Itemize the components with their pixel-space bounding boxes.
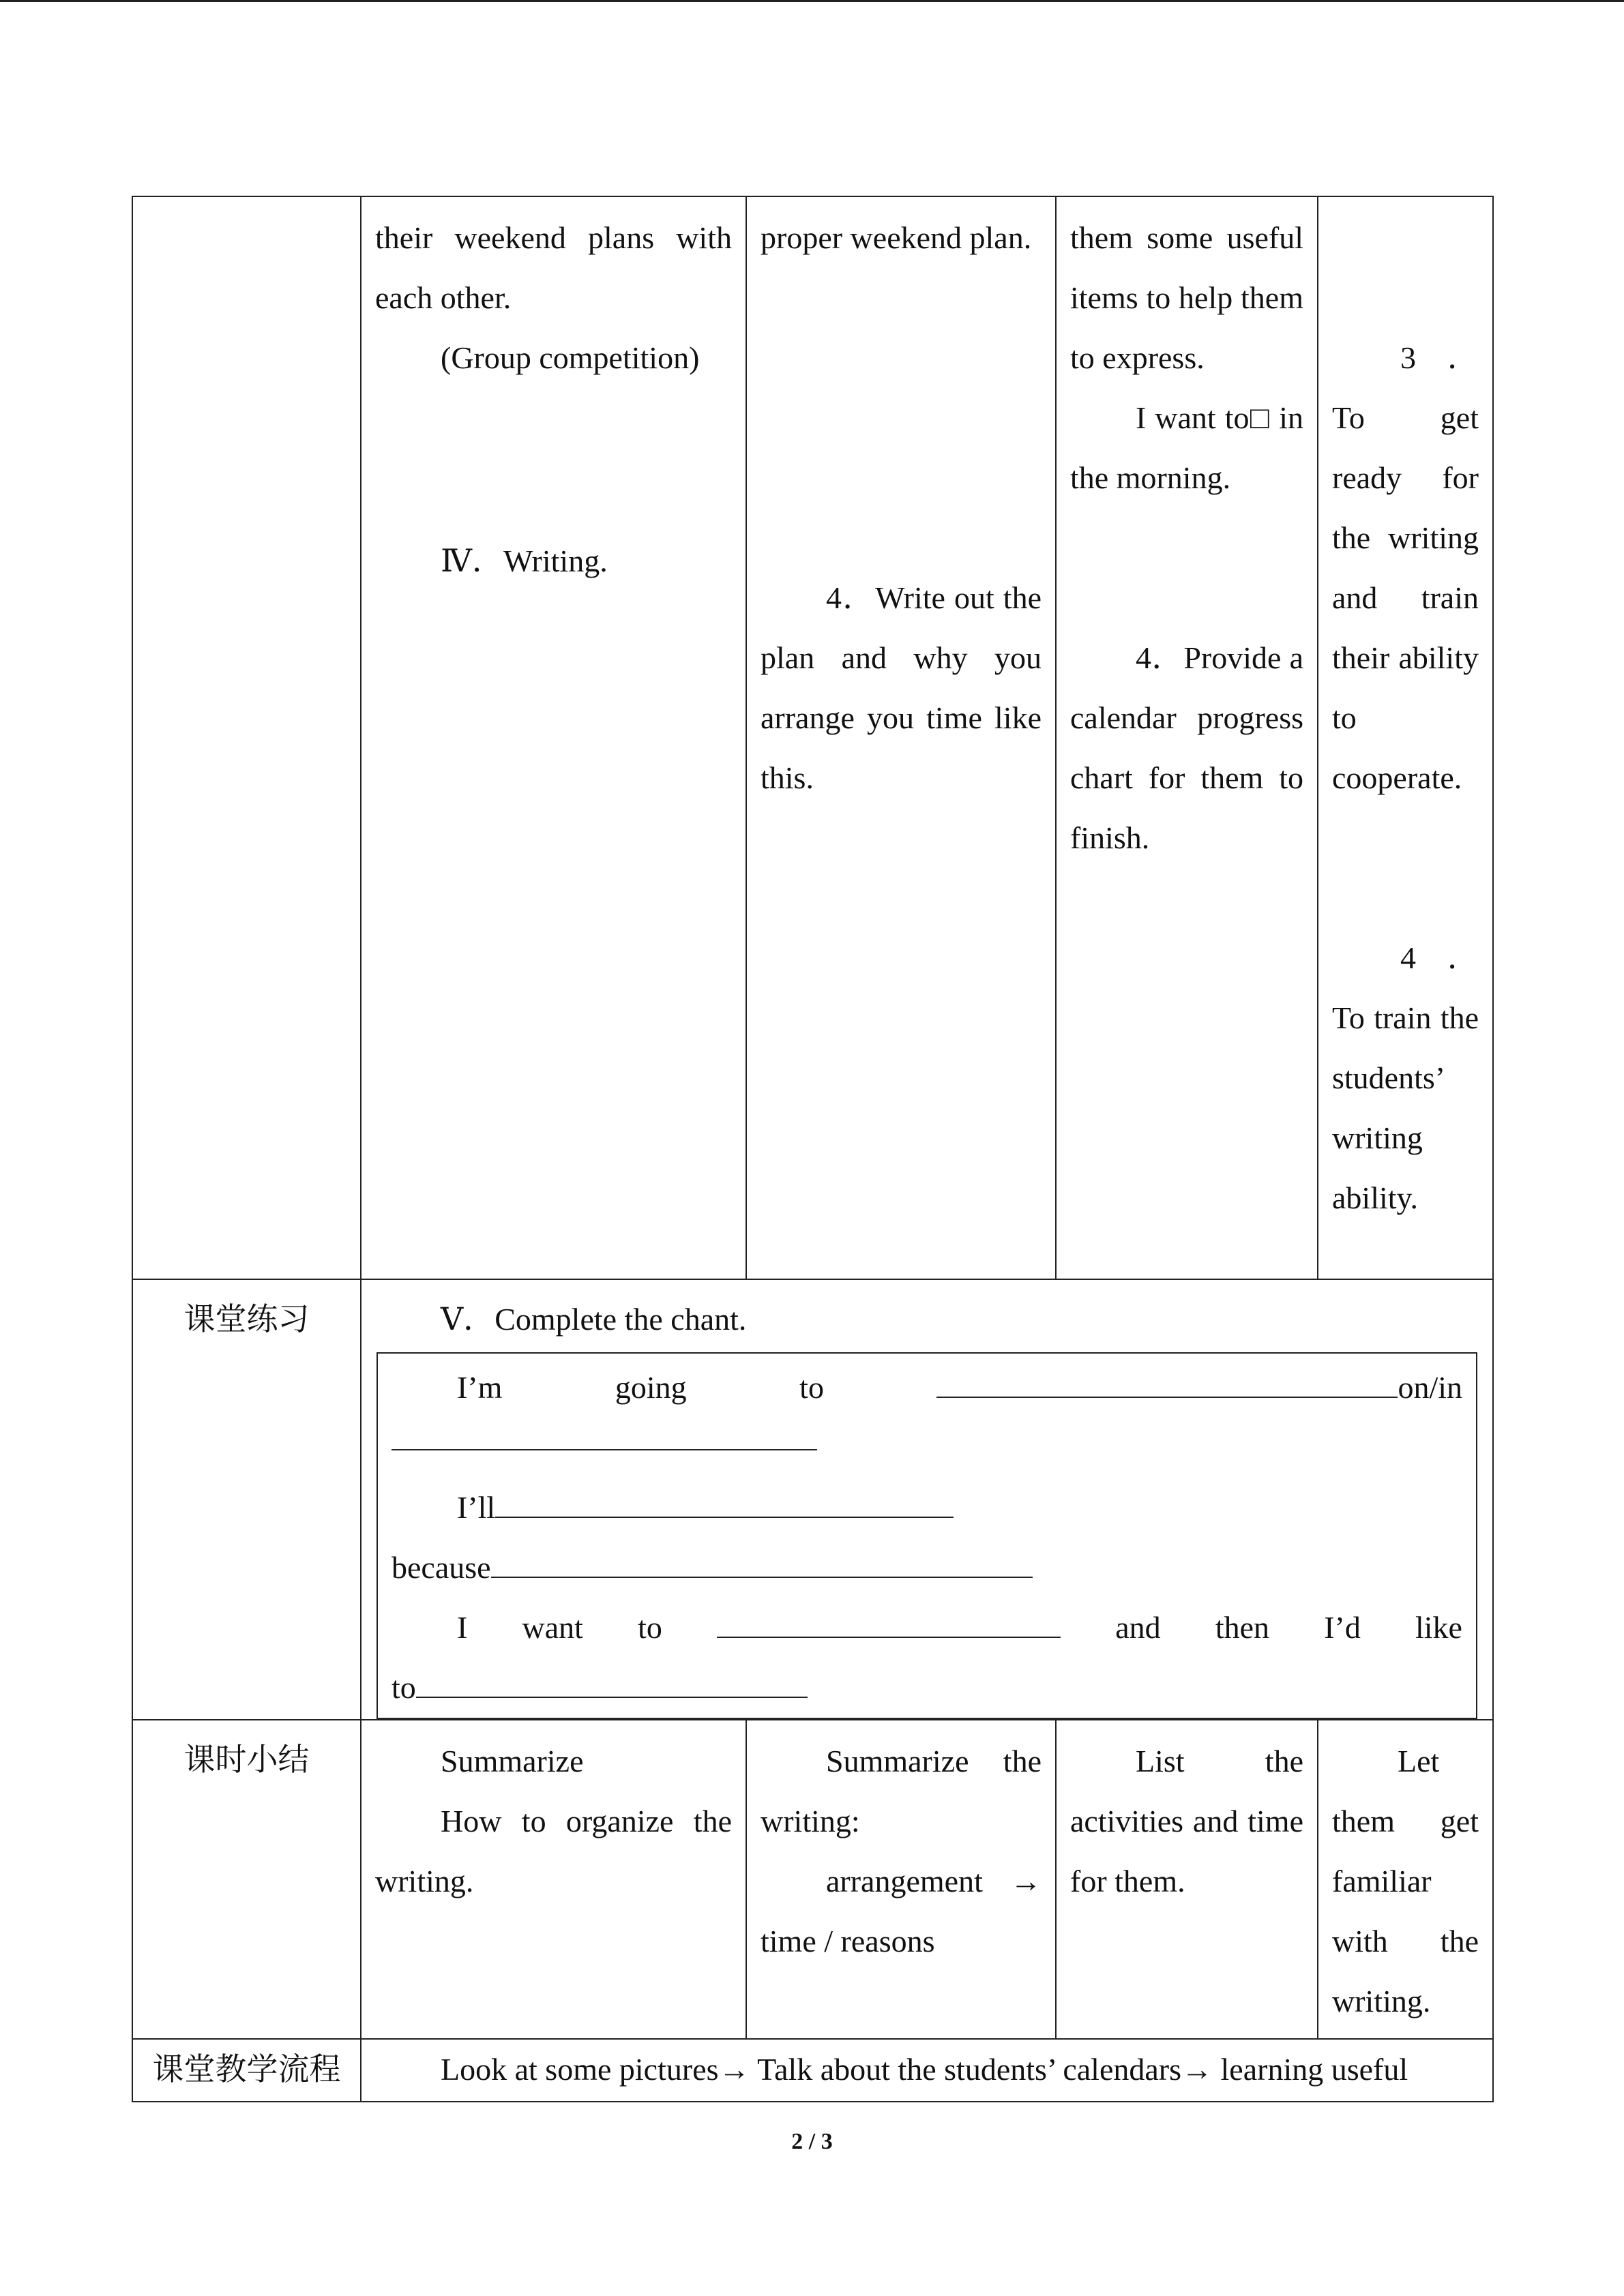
continuation-label-cell (132, 196, 361, 1279)
chant-line-3 (392, 1538, 1462, 1598)
purpose-3-text: 3．To get ready for the writing and train their ability to cooperate. (1332, 340, 1479, 795)
chant-word: then (1215, 1610, 1270, 1645)
chant-word: I’ll (457, 1490, 496, 1525)
continuation-row (132, 196, 1493, 1279)
summary-row (132, 1720, 1493, 2039)
chant-box (377, 1352, 1477, 1719)
chant-line-1 (392, 1358, 1462, 1418)
chant-word: to (392, 1670, 416, 1705)
activities-cell (361, 196, 746, 1279)
practice-content-cell (361, 1279, 1493, 1720)
teacher-top-text: them some useful items to help them to express. (1070, 220, 1303, 375)
practice-title: Ⅴ．Complete the chant. (441, 1302, 747, 1337)
summary-activities-cell (361, 1720, 746, 2039)
group-competition-text: (Group competition) (441, 340, 700, 375)
summary-student-line1: Summarize the writing: (761, 1744, 1042, 1838)
chant-word: I’d (1324, 1610, 1361, 1645)
student-activity-cell (746, 196, 1056, 1279)
summary-purpose-cell (1318, 1720, 1493, 2039)
blank-line[interactable] (936, 1365, 1398, 1398)
flow-content-cell (361, 2039, 1493, 2102)
top-border-line (0, 0, 1624, 2)
blank-line[interactable] (495, 1485, 954, 1518)
summary-purpose-text: Let them get familiar with the writing. (1332, 1744, 1479, 2018)
purpose-4-text: 4．To train the students’ writing ability. (1332, 940, 1479, 1215)
activities-text: their weekend plans with each other. (375, 220, 732, 315)
writing-step-text: Ⅳ．Writing. (441, 543, 608, 578)
summary-label: 课时小结 (132, 1720, 361, 2039)
purpose-cell (1318, 196, 1493, 1279)
blank-line[interactable] (392, 1418, 817, 1450)
blank-line[interactable] (717, 1605, 1061, 1638)
practice-label: 课堂练习 (132, 1279, 361, 1720)
chant-word: I’m (457, 1370, 503, 1405)
summary-teacher-text: List the activities and time for them. (1070, 1744, 1303, 1898)
chant-word: because (392, 1550, 491, 1585)
blank-line[interactable] (416, 1665, 808, 1698)
teacher-example-text: I want to□ in the morning. (1070, 400, 1303, 495)
chant-word: I (457, 1610, 468, 1645)
flow-row (132, 2039, 1493, 2102)
summary-activities-line2: How to organize the writing. (375, 1804, 732, 1898)
page-number: 2 / 3 (791, 2129, 833, 2154)
chant-line-2 (392, 1478, 1462, 1538)
student-step4-text: 4．Write out the plan and why you arrange you time like this. (761, 580, 1042, 795)
chant-word: to (799, 1370, 824, 1405)
chant-line-5 (392, 1658, 1462, 1718)
summary-student-line2: arrangement → time / reasons (761, 1864, 1042, 1958)
chant-line-1b (392, 1418, 1462, 1478)
chant-word: going (615, 1370, 687, 1405)
flow-label: 课堂教学流程 (132, 2039, 361, 2102)
chant-word: and (1115, 1610, 1161, 1645)
student-top-text: proper weekend plan. (761, 220, 1032, 255)
practice-row (132, 1279, 1493, 1720)
chant-line-4 (392, 1598, 1462, 1658)
chant-word: want (522, 1610, 583, 1645)
blank-line[interactable] (491, 1545, 1033, 1578)
teacher-step4-text: 4．Provide a calendar progress chart for them to finish. (1070, 640, 1303, 855)
chant-word: like (1415, 1610, 1462, 1645)
teacher-activity-cell (1056, 196, 1318, 1279)
chant-word: on/in (1398, 1370, 1462, 1405)
lesson-plan-table (132, 196, 1494, 2102)
summary-student-cell (746, 1720, 1056, 2039)
chant-word: to (638, 1610, 662, 1645)
summary-teacher-cell (1056, 1720, 1318, 2039)
flow-text: Look at some pictures→ Talk about the students’ calendars→ learning useful (441, 2052, 1408, 2087)
summary-activities-line1: Summarize (441, 1744, 584, 1778)
